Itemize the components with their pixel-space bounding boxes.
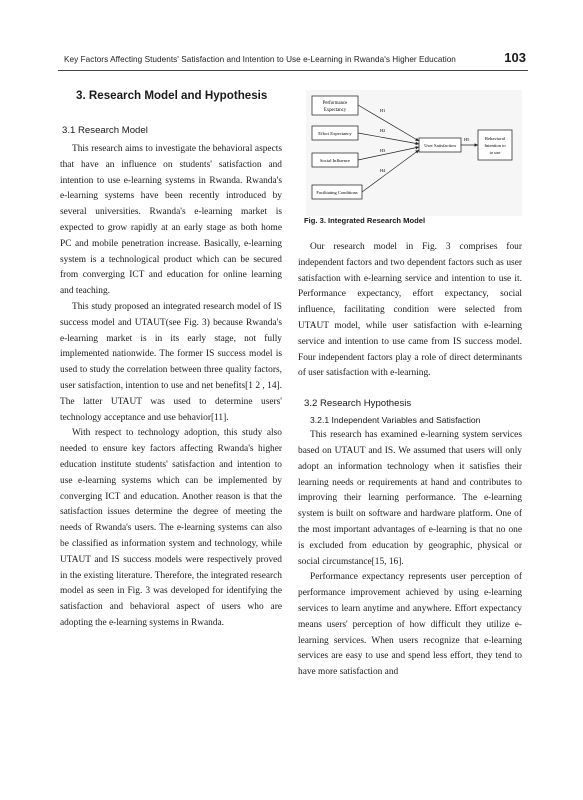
body-paragraph: Our research model in Fig. 3 comprises four independent factors and two dependent factors such as user satisfaction with e-learning service and intention to use it. Performance expectancy, effort expectancy, social influence, facilitating condition were selected from UTAUT model, while user satisfaction with e-learning service and intention to use came from IS success model. Four independent factors play a role of direct determinants of user satisfaction with e-learning. (298, 242, 522, 379)
right-column (298, 82, 522, 681)
performance-box-label: Performance (322, 101, 348, 106)
behavioral-box-label: Behavioral (484, 136, 506, 141)
figure-caption: Fig. 3. Integrated Research Model (304, 216, 426, 225)
left-column (60, 82, 282, 632)
satisfaction-box-label: User Satisfaction (424, 143, 456, 148)
hypothesis-label: H1 (380, 108, 386, 113)
behavioral-box-label: Intention to (484, 143, 506, 148)
running-title: Key Factors Affecting Students' Satisfaction and Intention to Use e-Learning in Rwanda's Higher Education (64, 55, 456, 64)
effort-box-label: Effort Expectancy (318, 131, 352, 136)
page-number: 103 (504, 50, 526, 65)
research-model-diagram (306, 90, 522, 216)
research-model-figure (306, 90, 522, 216)
facilitating-box-label: Facilitating Conditions (316, 190, 358, 195)
body-paragraph: Performance expectancy represents user perception of performance improvement achieved by using e-learning services to learn anytime and anywhere. Effort expectancy means users' perception of how difficult they utilize e-learning services. When users recognize that e-learning services are easy to use and spend less effort, they tend to have more satisfaction and (298, 572, 522, 678)
social-box-label: Social Influence (320, 158, 350, 163)
subsubsection-heading: 3.2.1 Independent Variables and Satisfaction (310, 415, 481, 426)
hypothesis-label: H5 (464, 137, 470, 142)
performance-box-label: Expectancy (323, 108, 347, 113)
behavioral-box-label: to use (489, 150, 501, 155)
hypothesis-label: H3 (380, 148, 386, 153)
running-header (58, 52, 528, 71)
body-paragraph: This study proposed an integrated research model of IS success model and UTAUT(see Fig. 3) because Rwanda's e-learning market is in its early stage, not fully implemented nationwide. The former IS success model is used to study the correlation between three quality factors, user satisfaction, intention to use and net benefits[1 2 , 14]. The latter UTAUT was used to determine users' technology acceptance and use behavior[11]. (60, 301, 282, 423)
body-paragraph: With respect to technology adoption, this study also needed to ensure key factors affecting Rwanda's higher education institute students' satisfaction and intention to use e-learning systems which can be implemented by converging ICT and education. Another reason is that the satisfaction issues determine the degree of meeting the needs of Rwanda's users. The e-learning systems can also be classified as information system and technology, while UTAUT and IS success models were respectively proved in the existing literature. Therefore, the integrated research model as seen in Fig. 3 was developed for identifying the satisfaction and behavioral aspect of users who are adopting the e-learning systems in Rwanda. (60, 428, 282, 628)
section-heading: 3. Research Model and Hypothesis (76, 89, 268, 102)
subsection-heading: 3.2 Research Hypothesis (304, 398, 412, 410)
subsection-heading: 3.1 Research Model (62, 125, 148, 136)
hypothesis-label: H4 (380, 168, 386, 173)
hypothesis-label: H2 (380, 128, 386, 133)
body-paragraph: This research aims to investigate the behavioral aspects that have an influence on students' satisfaction and intention to use e-learning systems in Rwanda. Rwanda's e-learning systems have been recently introduced by several universities. Rwanda's e-learning market is expected to grow rapidly at an early stage as both home PC and mobile penetration increase. Basically, e-learning system is a technological product which can be secured from converging ICT and education for online learning and teaching. (60, 144, 282, 297)
body-paragraph: This research has examined e-learning system services based on UTAUT and IS. We assumed that users will only adopt an information technology when it satisfies their learning needs or requirements at hand and contributes to improving their learning performance. The e-learning system is built on software and hardware platform. One of the most important advantages of e-learning is that no one is excluded from education by geographic, physical or social circumstance[15, 16]. (298, 430, 522, 567)
